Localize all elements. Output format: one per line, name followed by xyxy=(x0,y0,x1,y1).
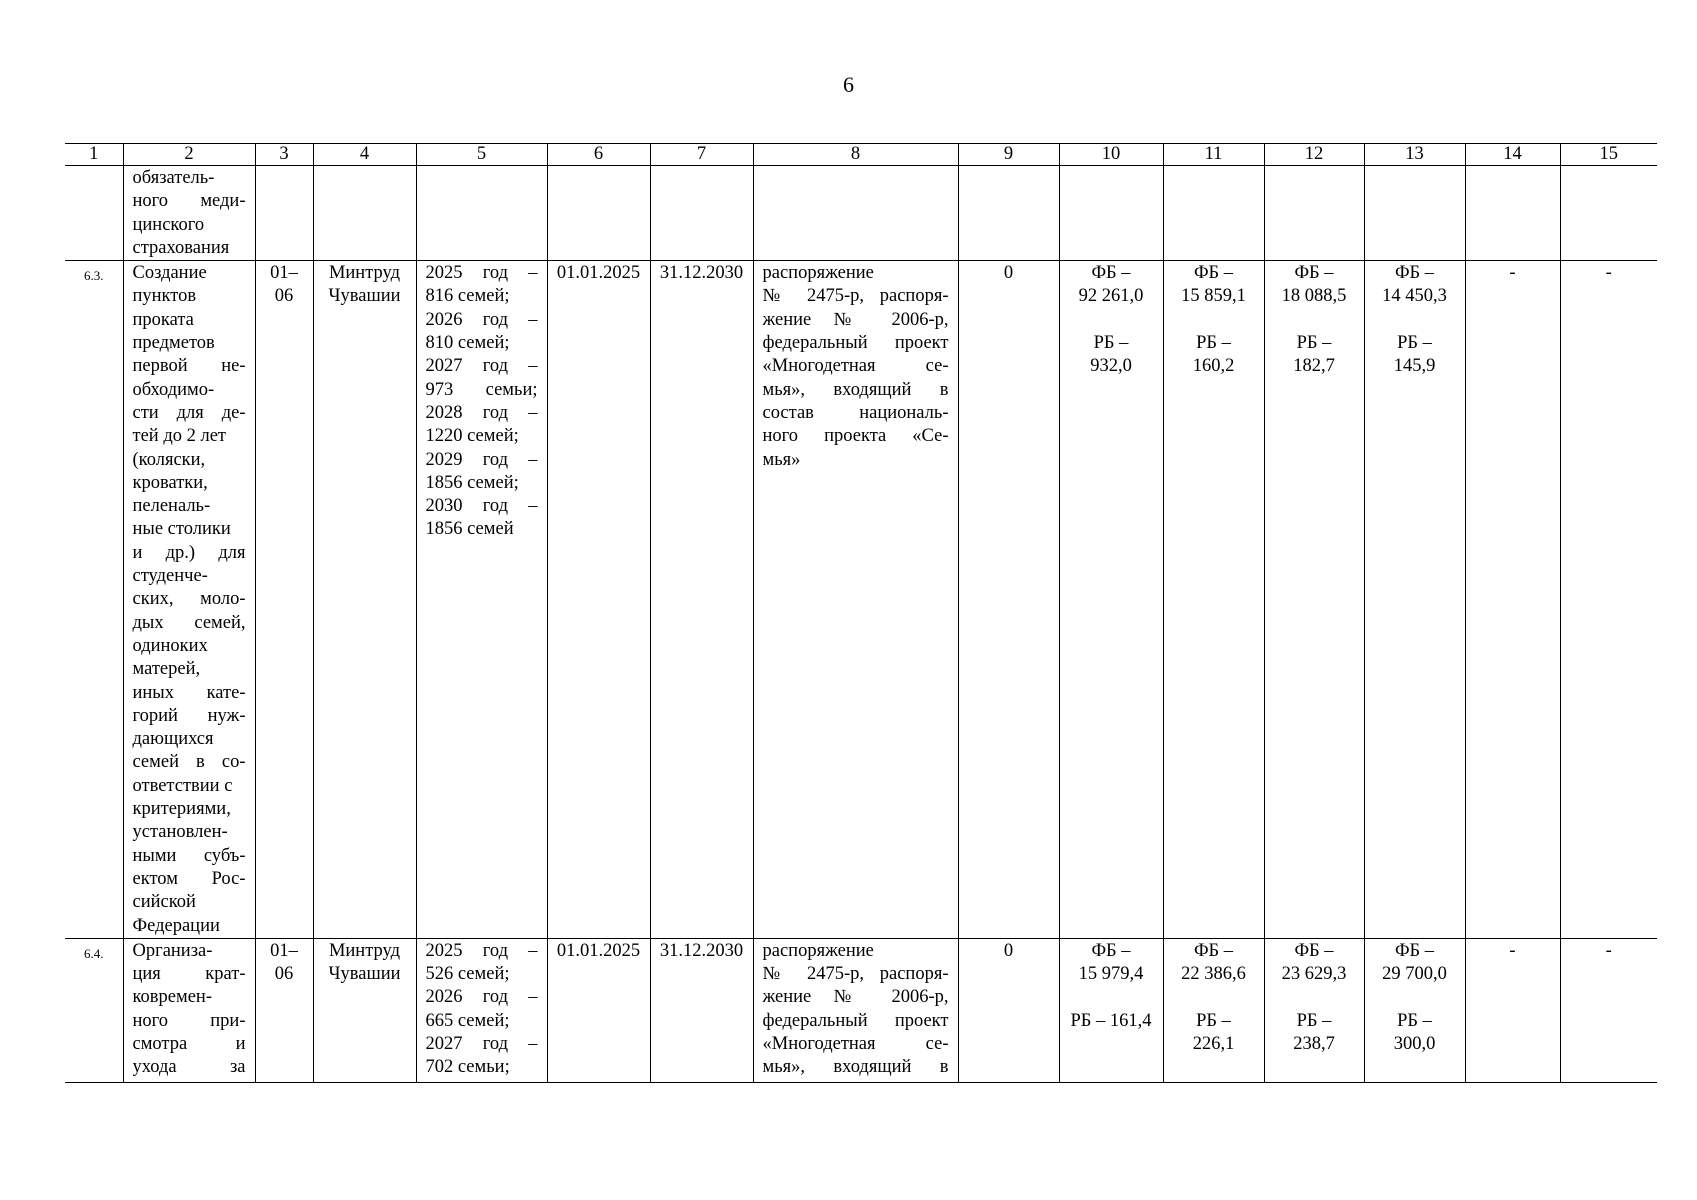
text-line: ными субъ- xyxy=(132,845,246,866)
text-line: установлен- xyxy=(132,822,228,843)
cell-number xyxy=(65,166,123,261)
text-line: ФБ – xyxy=(1394,263,1435,284)
text-line: горий нуж- xyxy=(132,705,246,726)
text-line: ного меди- xyxy=(132,191,246,212)
spacer xyxy=(1173,986,1255,1009)
table-header-row xyxy=(65,144,1657,166)
text-line: тей до 2 лет xyxy=(132,426,227,447)
column-header: 5 xyxy=(416,144,547,166)
text-line: первой не- xyxy=(132,356,246,377)
text-line: страхования xyxy=(132,237,230,258)
cell xyxy=(547,166,650,261)
cell-end-date: 31.12.2030 xyxy=(650,938,753,1082)
text-line: распоряжение xyxy=(762,263,874,284)
text-line: 932,0 xyxy=(1090,356,1132,377)
cell-col9: 0 xyxy=(958,938,1059,1082)
plan-table xyxy=(65,143,1657,1083)
spacer xyxy=(1374,986,1456,1009)
text-line: 2028 год – xyxy=(425,402,538,423)
text-line: 2027 год – xyxy=(425,356,538,377)
text-line: ФБ – xyxy=(1091,263,1131,284)
text-line: иных кате- xyxy=(132,682,246,703)
text-line: проката xyxy=(132,309,194,330)
text-line: 1856 семей xyxy=(425,519,514,540)
text-line: Создание xyxy=(132,263,207,284)
column-header: 12 xyxy=(1264,144,1364,166)
text-line: матерей, xyxy=(132,659,201,680)
column-header: 4 xyxy=(313,144,416,166)
spacer xyxy=(1069,986,1154,1009)
text-line: РБ – xyxy=(1296,333,1332,354)
text-line: 2026 год – xyxy=(425,987,538,1008)
text-line: 06 xyxy=(274,286,294,307)
text-line: 23 629,3 xyxy=(1281,964,1347,985)
text-line: ция крат- xyxy=(132,964,246,985)
column-header: 6 xyxy=(547,144,650,166)
cell-finance-2026 xyxy=(1264,261,1364,939)
column-header: 9 xyxy=(958,144,1059,166)
cell-start-date: 01.01.2025 xyxy=(547,261,650,939)
text-line: распоряжение xyxy=(762,940,874,961)
text-line: обязатель- xyxy=(132,168,215,188)
text-line: пунктов xyxy=(132,286,197,307)
text-line: жение № 2006-р, xyxy=(762,987,949,1008)
column-header: 15 xyxy=(1560,144,1657,166)
cell-col15: - xyxy=(1560,261,1657,939)
text-line: 816 семей; xyxy=(425,286,510,307)
text-line: одиноких xyxy=(132,635,208,656)
text-line: ные столики xyxy=(132,519,231,540)
text-line: семей в со- xyxy=(132,752,246,773)
cell xyxy=(255,166,313,261)
text-line: ФБ – xyxy=(1193,263,1234,284)
text-line: сийской xyxy=(132,892,196,913)
text-line: 92 261,0 xyxy=(1078,286,1144,307)
text-line: ФБ – xyxy=(1394,940,1435,961)
text-line: ектом Рос- xyxy=(132,868,246,889)
text-line: № 2475-р, распоря- xyxy=(762,964,949,985)
cell-finance-2027 xyxy=(1364,261,1465,939)
text-line: цинского xyxy=(132,214,205,235)
column-header: 11 xyxy=(1163,144,1264,166)
cell-col9: 0 xyxy=(958,261,1059,939)
cell xyxy=(1465,166,1560,261)
cell-basis xyxy=(753,261,958,939)
cell-finance-total xyxy=(1059,261,1163,939)
text-line: 973 семьи; xyxy=(425,379,538,400)
text-line: ухода за xyxy=(132,1057,246,1078)
cell xyxy=(650,166,753,261)
cell-indicator xyxy=(416,261,547,939)
text-line: РБ – xyxy=(1397,1010,1432,1031)
text-line: Федерации xyxy=(132,915,220,936)
spacer xyxy=(1274,309,1355,332)
text-line: студенче- xyxy=(132,566,208,587)
text-line: мья» xyxy=(762,449,801,470)
text-line: кроватки, xyxy=(132,472,208,493)
text-line: 15 979,4 xyxy=(1078,964,1144,985)
column-header: 2 xyxy=(123,144,255,166)
spacer xyxy=(1374,309,1456,332)
cell xyxy=(1163,166,1264,261)
table-row xyxy=(65,261,1657,939)
text-line: ФБ – xyxy=(1294,940,1334,961)
text-line: Минтруд xyxy=(328,940,401,961)
cell-activity-name xyxy=(123,938,255,1082)
cell-indicator xyxy=(416,938,547,1082)
cell-finance-total xyxy=(1059,938,1163,1082)
text-line: ФБ – xyxy=(1294,263,1334,284)
text-line: пеленаль- xyxy=(132,496,211,517)
text-line: ного проекта «Се- xyxy=(762,426,949,447)
table-row xyxy=(65,938,1657,1082)
text-line: дых семей, xyxy=(132,612,246,633)
text-line: 15 859,1 xyxy=(1181,286,1246,307)
text-line: РБ – xyxy=(1093,333,1129,354)
text-line: Минтруд xyxy=(328,263,401,284)
table-row-continued xyxy=(65,166,1657,261)
cell-finance-2027 xyxy=(1364,938,1465,1082)
text-line: федеральный проект xyxy=(762,1010,949,1031)
spacer xyxy=(1069,309,1154,332)
text-line: Чувашии xyxy=(328,964,401,985)
text-line: «Многодетная се- xyxy=(762,1033,949,1054)
text-line: предметов xyxy=(132,333,215,354)
column-header: 10 xyxy=(1059,144,1163,166)
cell-col15: - xyxy=(1560,938,1657,1082)
column-header: 7 xyxy=(650,144,753,166)
text-line: 182,7 xyxy=(1293,356,1335,377)
text-line: 810 семей; xyxy=(425,333,510,354)
text-line: 1220 семей; xyxy=(425,426,519,447)
text-line: обходимо- xyxy=(132,379,215,400)
column-header: 8 xyxy=(753,144,958,166)
text-line: 01– xyxy=(270,263,298,284)
column-header: 3 xyxy=(255,144,313,166)
column-header: 1 xyxy=(65,144,123,166)
text-line: РБ – xyxy=(1397,333,1432,354)
cell-number: 6.4. xyxy=(65,938,123,1082)
cell-activity-name xyxy=(123,166,255,261)
spacer xyxy=(1274,986,1355,1009)
text-line: сти для де- xyxy=(132,402,246,423)
text-line: 18 088,5 xyxy=(1281,286,1347,307)
text-line: 2027 год – xyxy=(425,1033,538,1054)
text-line: 145,9 xyxy=(1393,356,1436,377)
text-line: РБ – xyxy=(1196,1010,1231,1031)
text-line: ских, моло- xyxy=(132,589,246,610)
cell-number: 6.3. xyxy=(65,261,123,939)
text-line: смотра и xyxy=(132,1033,246,1054)
text-line: и др.) для xyxy=(132,542,246,563)
column-header: 14 xyxy=(1465,144,1560,166)
cell-finance-2025 xyxy=(1163,938,1264,1082)
cell-finance-2025 xyxy=(1163,261,1264,939)
text-line: 300,0 xyxy=(1393,1033,1436,1054)
cell-col14: - xyxy=(1465,261,1560,939)
cell-executor xyxy=(313,261,416,939)
cell xyxy=(1560,166,1657,261)
page-number: 6 xyxy=(843,72,854,97)
cell xyxy=(958,166,1059,261)
text-line: Организа- xyxy=(132,940,213,961)
cell-col14: - xyxy=(1465,938,1560,1082)
text-line: 702 семьи; xyxy=(425,1057,510,1078)
text-line: 2030 год – xyxy=(425,496,538,517)
text-line: ного при- xyxy=(132,1010,246,1031)
text-line: 2026 год – xyxy=(425,309,538,330)
text-line: 226,1 xyxy=(1192,1033,1235,1054)
cell-basis xyxy=(753,938,958,1082)
text-line: 526 семей; xyxy=(425,964,510,985)
text-line: 29 700,0 xyxy=(1382,964,1447,985)
cell-activity-name xyxy=(123,261,255,939)
text-line: 160,2 xyxy=(1192,356,1235,377)
text-line: критериями, xyxy=(132,799,231,820)
text-line: дающихся xyxy=(132,729,214,750)
cell-finance-2026 xyxy=(1264,938,1364,1082)
text-line: ковремен- xyxy=(132,987,212,1008)
text-line: (коляски, xyxy=(132,449,206,470)
text-line: ответствии с xyxy=(132,775,233,796)
text-line: жение № 2006-р, xyxy=(762,309,949,330)
text-line: ФБ – xyxy=(1091,940,1131,961)
text-line: 22 386,6 xyxy=(1181,964,1246,985)
column-header: 13 xyxy=(1364,144,1465,166)
text-line: 06 xyxy=(274,964,294,985)
cell-clip xyxy=(133,940,246,1082)
cell-start-date: 01.01.2025 xyxy=(547,938,650,1082)
text-line: ФБ – xyxy=(1193,940,1234,961)
cell xyxy=(313,166,416,261)
text-line: федеральный проект xyxy=(762,333,949,354)
cell xyxy=(1059,166,1163,261)
text-line: Чувашии xyxy=(328,286,401,307)
spacer xyxy=(1173,309,1255,332)
text-line: 2029 год – xyxy=(425,449,538,470)
cell-end-date: 31.12.2030 xyxy=(650,261,753,939)
text-line: «Многодетная се- xyxy=(762,356,949,377)
cell-code xyxy=(255,261,313,939)
text-line: 1856 семей; xyxy=(425,472,519,493)
text-line: РБ – 161,4 xyxy=(1070,1010,1152,1031)
text-line: мья», входящий в xyxy=(762,1057,949,1078)
cell-executor xyxy=(313,938,416,1082)
cell xyxy=(1264,166,1364,261)
text-line: 14 450,3 xyxy=(1382,286,1447,307)
text-line: мья», входящий в xyxy=(762,379,949,400)
text-line: 2025 год – xyxy=(425,940,538,961)
cell xyxy=(1364,166,1465,261)
text-line: 665 семей; xyxy=(425,1010,510,1031)
text-line: 01– xyxy=(270,940,298,961)
text-line: РБ – xyxy=(1296,1010,1332,1031)
text-line: № 2475-р, распоря- xyxy=(762,286,949,307)
cell xyxy=(753,166,958,261)
text-line: 2025 год – xyxy=(425,263,538,284)
cell-code xyxy=(255,938,313,1082)
cell xyxy=(416,166,547,261)
text-line: 238,7 xyxy=(1293,1033,1335,1054)
text-line: РБ – xyxy=(1196,333,1231,354)
text-line: состав националь- xyxy=(762,402,949,423)
